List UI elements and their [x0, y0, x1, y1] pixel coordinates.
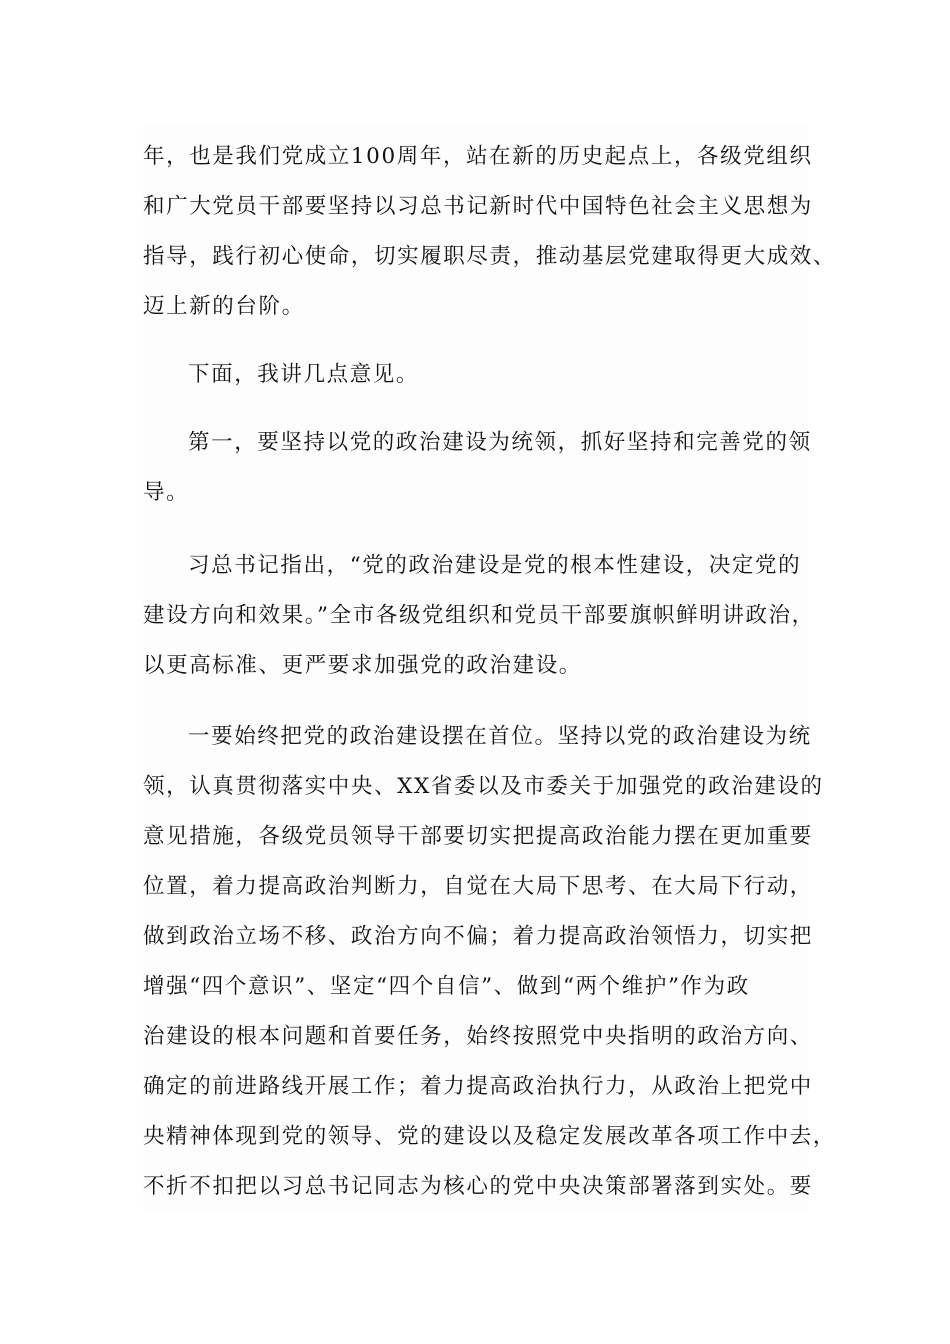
- text-line: 位置，着力提高政治判断力，自觉在大局下思考、在大局下行动，: [143, 874, 813, 899]
- text-line: 不折不扣把以习总书记同志为核心的党中央决策部署落到实处。要: [143, 1174, 813, 1199]
- text-line: 做到政治立场不移、政治方向不偏；着力提高政治领悟力，切实把: [143, 924, 813, 949]
- text-line: 年，也是我们党成立100周年，站在新的历史起点上，各级党组织: [143, 144, 813, 169]
- text-line: 建设方向和效果。”全市各级党组织和党员干部要旗帜鲜明讲政治，: [143, 603, 815, 628]
- text-line: 央精神体现到党的领导、党的建设以及稳定发展改革各项工作中去，: [143, 1124, 837, 1149]
- text-line: 一要始终把党的政治建设摆在首位。坚持以党的政治建设为统: [188, 724, 812, 749]
- text-line: 指导，践行初心使命，切实履职尽责，推动基层党建取得更大成效、: [143, 244, 837, 269]
- text-line: 第一，要坚持以党的政治建设为统领，抓好坚持和完善党的领: [188, 430, 812, 455]
- text-line: 增强“四个意识”、坚定“四个自信”、做到“两个维护”作为政: [143, 974, 750, 999]
- text-line: 意见措施，各级党员领导干部要切实把提高政治能力摆在更加重要: [143, 824, 813, 849]
- text-line: 以更高标准、更严要求加强党的政治建设。: [143, 653, 582, 678]
- text-line: 领，认真贯彻落实中央、XX省委以及市委关于加强党的政治建设的: [143, 774, 824, 799]
- text-line: 确定的前进路线开展工作；着力提高政治执行力，从政治上把党中: [143, 1074, 813, 1099]
- text-line: 习总书记指出，“党的政治建设是党的根本性建设，决定党的: [188, 553, 802, 578]
- text-line: 治建设的根本问题和首要任务，始终按照党中央指明的政治方向、: [143, 1024, 813, 1049]
- text-line: 和广大党员干部要坚持以习总书记新时代中国特色社会主义思想为: [143, 194, 813, 219]
- text-line: 下面，我讲几点意见。: [188, 362, 420, 387]
- document-page: [143, 124, 837, 1210]
- text-line: 导。: [143, 480, 190, 505]
- text-line: 迈上新的台阶。: [143, 294, 305, 319]
